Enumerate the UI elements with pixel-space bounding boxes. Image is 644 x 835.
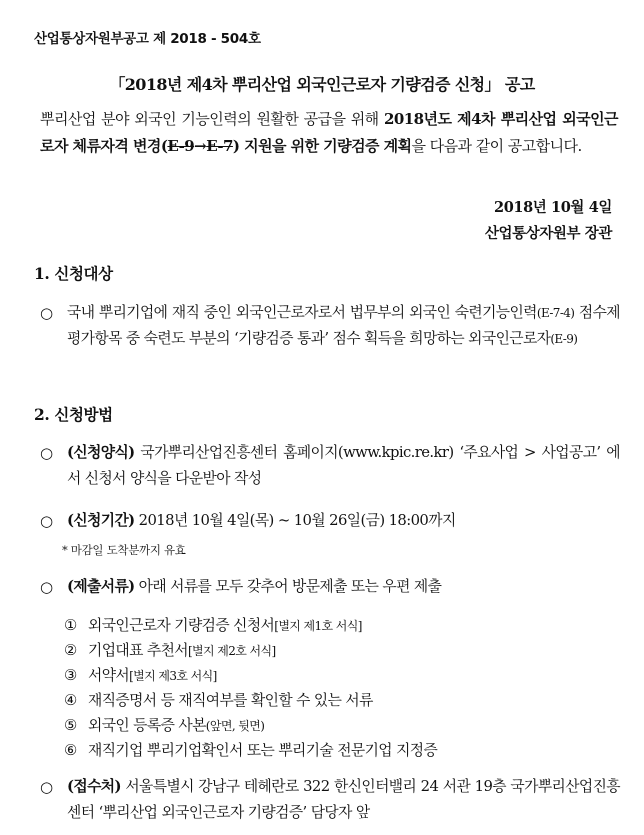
issuer: 산업통상자원부 장관 (484, 225, 612, 242)
bullet-circle: ○ (40, 304, 53, 322)
bullet-circle: ○ (40, 512, 53, 530)
apply-form-text: 국가뿌리산업진흥센터 홈페이지(www.kpic.re.kr) ‘주요사업 > 사업공고’ 에서 신청서 양식을 다운받아 작성 (67, 444, 620, 487)
intro-strike-2: E-7 (206, 136, 233, 155)
document-item: ⑤ 외국인 등록증 사본(앞면, 뒷면) (64, 717, 265, 734)
document-item: ③ 서약서[별지 제3호 서식] (64, 667, 217, 684)
deadline-note: * 마감일 도착분까지 유효 (62, 543, 186, 557)
s1-text-a: 국내 뿌리기업에 재직 중인 외국인근로자로서 법무부의 외국인 숙련기능인력 (67, 304, 537, 321)
section-1-heading: 1. 신청대상 (34, 264, 113, 283)
document-item: ④ 재직증명서 등 재직여부를 확인할 수 있는 서류 (64, 692, 373, 709)
section-1-text (67, 300, 620, 352)
intro-bold-1: 2018년도 제4차 뿌리산업 외국인근로자 체류자격 변경( (40, 110, 619, 155)
section-1-bullet (40, 300, 620, 352)
bullet-circle: ○ (40, 444, 53, 462)
intro-arrow: → (194, 136, 207, 155)
bullet-circle: ○ (40, 778, 53, 796)
document-item: ② 기업대표 추천서[별지 제2호 서식] (64, 642, 276, 659)
section-2-heading: 2. 신청방법 (34, 405, 113, 424)
s1-small-b: (E-9) (550, 332, 578, 346)
documents-bullet (40, 574, 620, 600)
intro-paragraph (40, 106, 618, 159)
apply-period-label: (신청기간) (67, 512, 135, 529)
apply-form-bullet (40, 440, 620, 492)
bullet-circle: ○ (40, 578, 53, 596)
notice-date: 2018년 10월 4일 (494, 199, 612, 216)
documents-text: 아래 서류를 모두 갖추어 방문제출 또는 우편 제출 (134, 578, 442, 595)
reception-bullet (40, 774, 620, 826)
notice-title: 「2018년 제4차 뿌리산업 외국인근로자 기량검증 신청」 공고 (109, 75, 535, 94)
apply-form-label: (신청양식) (67, 444, 135, 461)
document-item: ① 외국인근로자 기량검증 신청서[별지 제1호 서식] (64, 617, 362, 634)
intro-text-1: 뿌리산업 분야 외국인 기능인력의 원활한 공급을 위해 (40, 110, 384, 128)
documents-label: (제출서류) (67, 578, 135, 595)
apply-period-text: 2018년 10월 4일(목) ~ 10월 26일(금) 18:00까지 (134, 512, 456, 529)
document-item: ⑥ 재직기업 뿌리기업확인서 또는 뿌리기술 전문기업 지정증 (64, 742, 438, 759)
reception-label: (접수처) (67, 778, 121, 795)
s1-small-a: (E-7-4) (536, 306, 575, 320)
notice-number: 산업통상자원부공고 제 2018 - 504호 (34, 31, 261, 47)
intro-text-2: 을 다음과 같이 공고합니다. (411, 136, 582, 155)
s1-text-b: 점수제 평가항목 중 숙련도 부분의 ‘기량검증 통과’ 점수 획득을 희망하는 외국인근로자 (67, 304, 620, 347)
intro-strike-1: E-9 (167, 136, 195, 155)
reception-text: 서울특별시 강남구 테헤란로 322 한신인터밸리 24 서관 19층 국가뿌리산업진흥센터 ‘뿌리산업 외국인근로자 기량검증’ 담당자 앞 (67, 778, 620, 821)
apply-period-bullet (40, 508, 620, 534)
intro-bold-2: ) 지원을 위한 기량검증 계획 (232, 136, 412, 155)
